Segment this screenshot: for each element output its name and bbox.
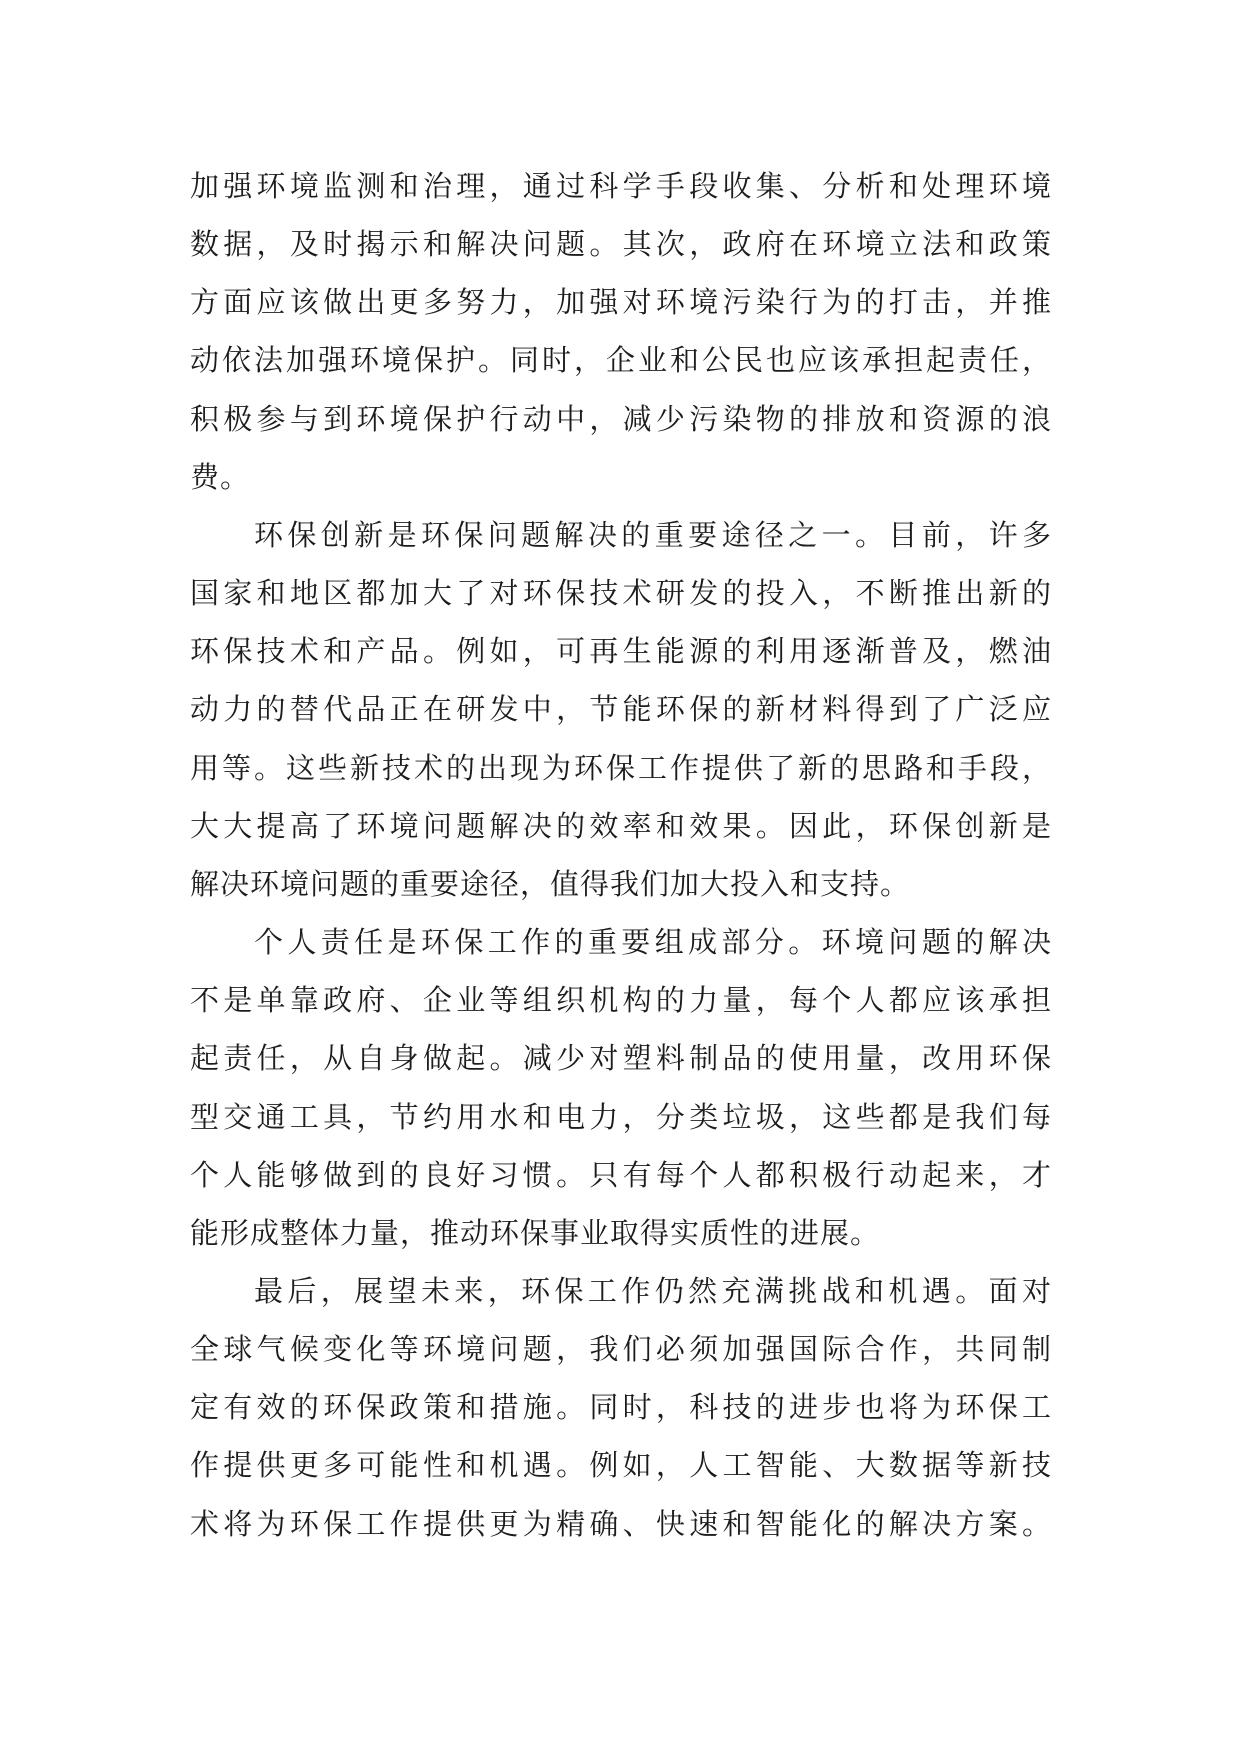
- text-line: 个人责任是环保工作的重要组成部分。环境问题的解决: [254, 925, 1052, 960]
- text-line: 不是单靠政府、企业等组织机构的力量，每个人都应该承担: [190, 983, 1052, 1018]
- text-line: 加强环境监测和治理，通过科学手段收集、分析和处理环境: [190, 169, 1052, 203]
- text-line: 动力的替代品正在研发中，节能环保的新材料得到了广泛应: [190, 692, 1052, 727]
- text-line: 国家和地区都加大了对环保技术研发的投入，不断推出新的: [190, 576, 1052, 611]
- text-line: 定有效的环保政策和措施。同时，科技的进步也将为环保工: [190, 1390, 1052, 1425]
- text-line: 方面应该做出更多努力，加强对环境污染行为的打击，并推: [190, 285, 1052, 320]
- paragraph: [190, 157, 1052, 506]
- text-line: 术将为环保工作提供更为精确、快速和智能化的解决方案。: [190, 1506, 1052, 1541]
- text-line: 起责任，从自身做起。减少对塑料制品的使用量，改用环保: [190, 1041, 1052, 1076]
- text-line: 个人能够做到的良好习惯。只有每个人都积极行动起来，才: [190, 1157, 1052, 1192]
- text-line: 解决环境问题的重要途径，值得我们加大投入和支持。: [190, 866, 911, 901]
- text-line: 最后，展望未来，环保工作仍然充满挑战和机遇。面对: [254, 1273, 1052, 1308]
- paragraph: [190, 913, 1052, 1262]
- text-line: 环保技术和产品。例如，可再生能源的利用逐渐普及，燃油: [190, 634, 1052, 669]
- document-body: [190, 157, 1052, 1553]
- text-line: 能形成整体力量，推动环保事业取得实质性的进展。: [190, 1215, 881, 1250]
- text-line: 作提供更多可能性和机遇。例如，人工智能、大数据等新技: [190, 1448, 1052, 1483]
- text-line: 用等。这些新技术的出现为环保工作提供了新的思路和手段，: [190, 750, 1052, 785]
- paragraph: [190, 1262, 1052, 1553]
- text-line: 大大提高了环境问题解决的效率和效果。因此，环保创新是: [190, 808, 1052, 843]
- text-line: 费。: [190, 459, 251, 494]
- paragraph: [190, 506, 1052, 913]
- text-line: 型交通工具，节约用水和电力，分类垃圾，这些都是我们每: [190, 1099, 1052, 1134]
- text-line: 全球气候变化等环境问题，我们必须加强国际合作，共同制: [190, 1332, 1052, 1367]
- text-line: 数据，及时揭示和解决问题。其次，政府在环境立法和政策: [190, 227, 1052, 262]
- text-line: 积极参与到环境保护行动中，减少污染物的排放和资源的浪: [190, 401, 1052, 436]
- text-line: 环保创新是环保问题解决的重要途径之一。目前，许多: [254, 517, 1052, 552]
- text-line: 动依法加强环境保护。同时，企业和公民也应该承担起责任，: [190, 343, 1052, 378]
